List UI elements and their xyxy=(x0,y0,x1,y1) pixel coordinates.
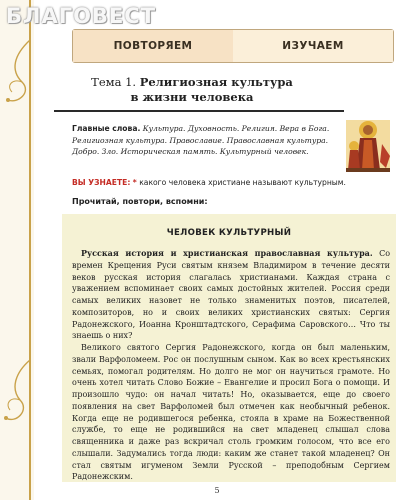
topic-title-line2: в жизни человека xyxy=(130,90,254,104)
topic-title xyxy=(82,75,302,105)
topic-title-line1: Религиозная культура xyxy=(139,75,293,89)
keywords-text: Культура. Духовность. Религия. Вера в Бога. Религиозная культура. Православие. Православная культура. Добро. Зло. Историческая память. Культурный человек. xyxy=(72,124,330,156)
paragraph-1-text: Со времен Крещения Руси святым князем Владимиром в течение десяти веков русская история слагалась христианами. Каждая страна с уважением вспоминает своих самых достойных жителей. Россия среди самых великих назовет не только знаменитых поэтов, писателей, композиторов, но и своих великих христианских святых: Сергия Радонежского, Иоанна Кронштадтского, Серафима Саровского… Что ты знаешь о них? xyxy=(72,249,391,341)
keywords-block xyxy=(72,123,352,158)
watermark: БЛАГОВЕСТ xyxy=(6,4,157,28)
reading-panel xyxy=(62,214,396,482)
paragraph-2-text: Великого святого Сергия Радонежского, когда он был маленьким, звали Варфоломеем. Рос он послушным сыном. Как во всех крестьянских семьях, помогал родителям. Но долго не мог он научиться грамоте. Но очень хотел читать Слово Божие – Евангелие и просил Бога о помощи. И произошло чудо: он начал читать! Но, оказывается, еще до своего появления на свет Варфоломей был отмечен как необычный ребенок. Когда еще не родившегося ребенка, стояла в храме на Божественной службе, то еще не родившийся на свет младенец слышал слова священника и даже раз вскричал столь громким голосом, что все его слышали. Задумались тогда люди: каким же станет такой младенец? Он стал святым игуменом Земли Русской – преподобным Сергием Радонежским. xyxy=(72,343,390,482)
decorative-border xyxy=(0,0,34,500)
header-learn-label: ИЗУЧАЕМ xyxy=(233,30,393,62)
title-divider xyxy=(54,110,344,112)
textbook-page xyxy=(42,0,392,500)
paragraph-1-lead: Русская история и христианская православная культура. xyxy=(81,248,373,258)
paragraph-2 xyxy=(72,342,390,483)
you-will-learn-label: ВЫ УЗНАЕТЕ: xyxy=(72,178,131,187)
saint-icon-illustration xyxy=(342,116,394,174)
asterisk-icon: * xyxy=(132,178,137,187)
keywords-label: Главные слова. xyxy=(72,124,141,133)
read-repeat-prompt: Прочитай, повтори, вспомни: xyxy=(72,197,208,206)
you-will-learn-text: какого человека христиане называют культурным. xyxy=(139,178,346,187)
panel-title: ЧЕЛОВЕК КУЛЬТУРНЫЙ xyxy=(166,228,292,238)
page-number: 5 xyxy=(214,486,220,495)
topic-number: Тема 1. xyxy=(91,75,137,89)
panel-body xyxy=(72,248,390,483)
header-repeat-label: ПОВТОРЯЕМ xyxy=(73,30,233,62)
you-will-learn xyxy=(72,177,392,188)
section-header-band xyxy=(72,29,394,63)
paragraph-1 xyxy=(72,248,390,342)
